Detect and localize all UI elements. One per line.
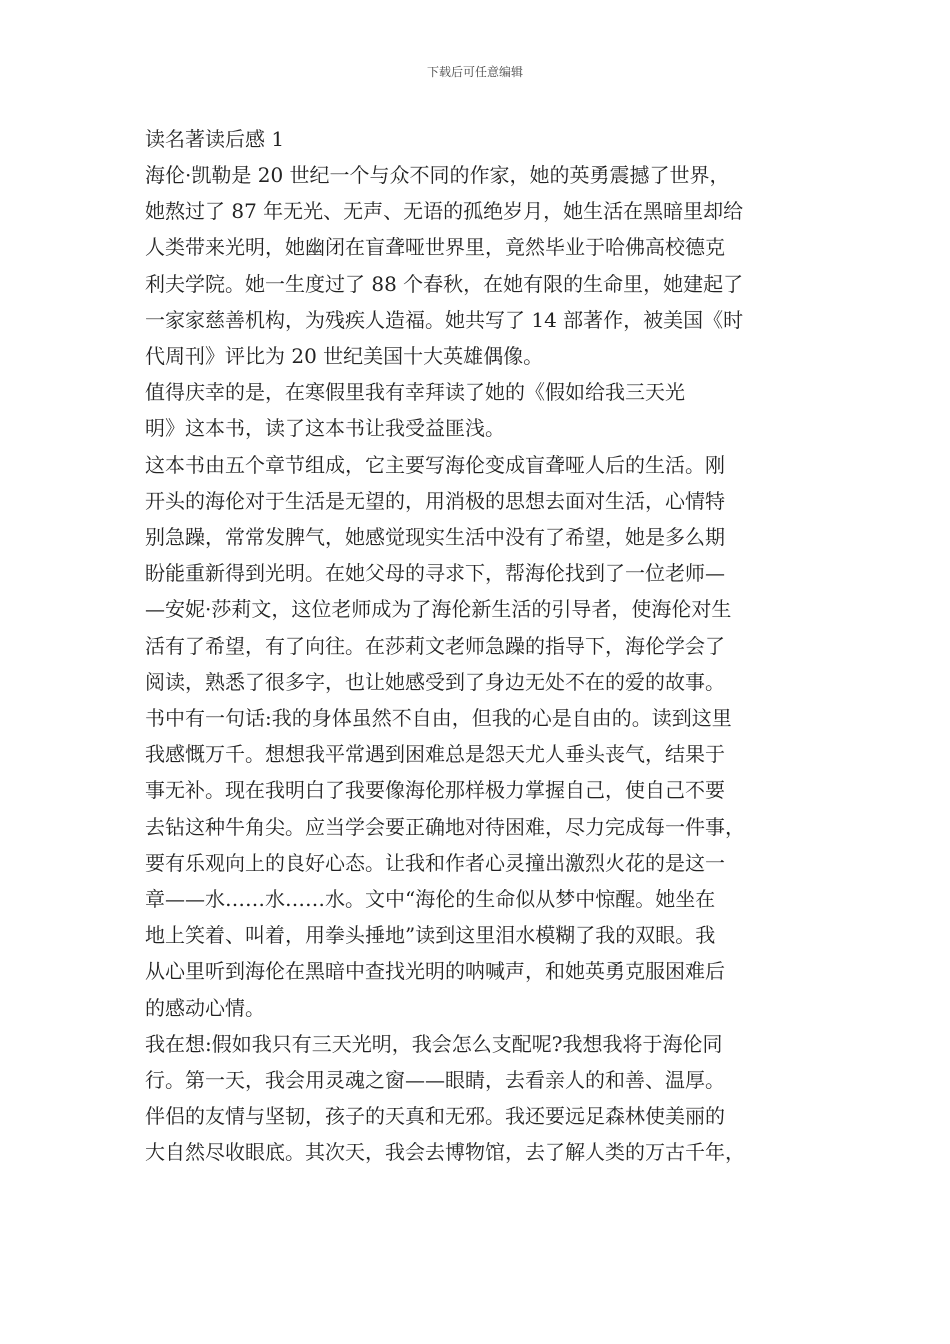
text-line: 我感慨万千。想想我平常遇到困难总是怨天尤人垂头丧气，结果于	[145, 742, 725, 767]
text-line: 要有乐观向上的良好心态。让我和作者心灵撞出激烈火花的是这一	[145, 850, 725, 875]
text-line: 这本书由五个章节组成，它主要写海伦变成盲聋哑人后的生活。刚	[145, 452, 725, 477]
text-line: 行。第一天，我会用灵魂之窗——眼睛，去看亲人的和善、温厚。	[145, 1068, 725, 1093]
text-line: 别急躁，常常发脾气，她感觉现实生活中没有了希望，她是多么期	[145, 525, 725, 550]
text-line: 从心里听到海伦在黑暗中查找光明的呐喊声，和她英勇克服困难后	[145, 959, 725, 984]
text-line: 章——水……水……水。文中“海伦的生命似从梦中惊醒。她坐在	[145, 887, 716, 912]
text-line: 开头的海伦对于生活是无望的，用消极的思想去面对生活，心情特	[145, 488, 725, 513]
text-line: 地上笑着、叫着，用拳头捶地”读到这里泪水模糊了我的双眼。我	[145, 923, 716, 948]
text-line: —安妮·莎莉文，这位老师成为了海伦新生活的引导者，使海伦对生	[145, 597, 732, 622]
page-header-note: 下载后可任意编辑	[426, 65, 523, 79]
text-line: 她熬过了 87 年无光、无声、无语的孤绝岁月，她生活在黑暗里却给	[145, 199, 744, 224]
text-line: 活有了希望，有了向往。在莎莉文老师急躁的指导下，海伦学会了	[145, 633, 725, 658]
document-body	[145, 121, 825, 1171]
text-line: 我在想:假如我只有三天光明，我会怎么支配呢?我想我将于海伦同	[145, 1031, 723, 1056]
document-title: 读名著读后感 1	[145, 127, 285, 151]
text-line: 海伦·凯勒是 20 世纪一个与众不同的作家，她的英勇震撼了世界，	[145, 163, 730, 187]
text-line: 人类带来光明，她幽闭在盲聋哑世界里，竟然毕业于哈佛高校德克	[145, 235, 725, 260]
text-line: 代周刊》评比为 20 世纪美国十大英雄偶像。	[145, 344, 544, 369]
text-line: 书中有一句话:我的身体虽然不自由，但我的心是自由的。读到这里	[145, 706, 732, 731]
text-line: 值得庆幸的是，在寒假里我有幸拜读了她的《假如给我三天光	[145, 380, 685, 405]
text-line: 一家家慈善机构，为残疾人造福。她共写了 14 部著作，被美国《时	[145, 307, 744, 332]
text-lines	[145, 157, 825, 1171]
text-line: 的感动心情。	[145, 995, 265, 1020]
text-line: 盼能重新得到光明。在她父母的寻求下，帮海伦找到了一位老师—	[145, 561, 725, 586]
text-line: 利夫学院。她一生度过了 88 个春秋，在她有限的生命里，她建起了	[145, 271, 744, 296]
text-line: 明》这本书，读了这本书让我受益匪浅。	[145, 416, 505, 441]
text-line: 伴侣的友情与坚韧，孩子的天真和无邪。我还要远足森林使美丽的	[145, 1104, 725, 1129]
text-line: 事无补。现在我明白了我要像海伦那样极力掌握自己，使自己不要	[145, 778, 725, 803]
text-line: 大自然尽收眼底。其次天，我会去博物馆，去了解人类的万古千年，	[145, 1140, 745, 1165]
text-line: 去钻这种牛角尖。应当学会要正确地对待困难，尽力完成每一件事，	[145, 814, 745, 839]
text-line: 阅读，熟悉了很多字，也让她感受到了身边无处不在的爱的故事。	[145, 669, 725, 694]
